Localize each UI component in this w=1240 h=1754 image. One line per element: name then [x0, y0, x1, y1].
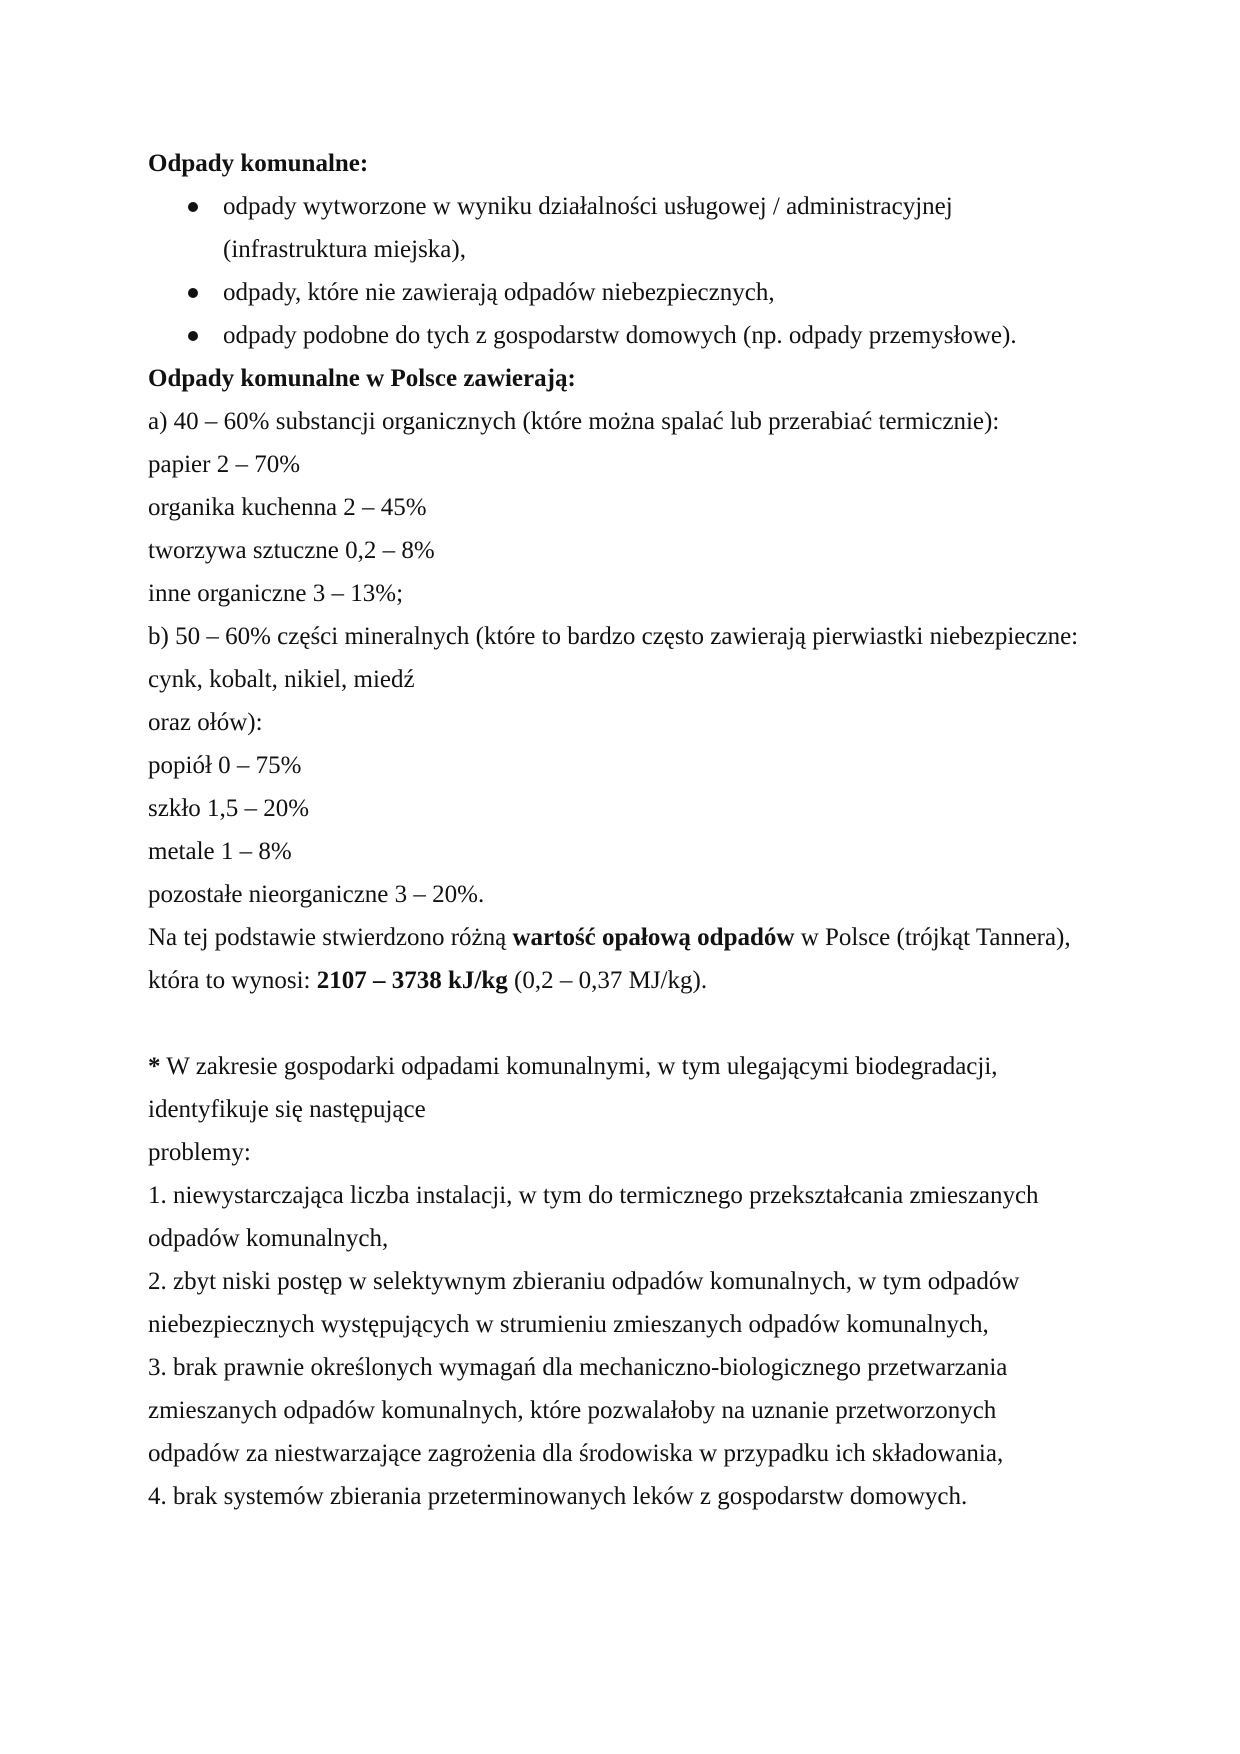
text-line: szkło 1,5 – 20% — [148, 795, 310, 822]
bullet-text: odpady wytworzone w wyniku działalności usługowej / administracyjnej — [223, 193, 953, 220]
spacer — [148, 1002, 1108, 1045]
text-line: cynk, kobalt, nikiel, miedź — [148, 666, 415, 693]
text-line: pozostałe nieorganiczne 3 – 20%. — [148, 881, 485, 908]
text-line: inne organiczne 3 – 13%; — [148, 580, 404, 607]
problems-intro-text: W zakresie gospodarki odpadami komunalnymi, w tym ulegającymi biodegradacji, — [160, 1053, 998, 1080]
problems-intro-line: identyfikuje się następujące — [148, 1096, 426, 1123]
summary-text: (0,2 – 0,37 MJ/kg). — [507, 967, 708, 994]
summary-text: w Polsce (trójkąt Tannera), — [794, 924, 1071, 951]
list-item — [148, 185, 1108, 271]
problem-line: odpadów komunalnych, — [148, 1225, 389, 1252]
problem-line: zmieszanych odpadów komunalnych, które pozwalałoby na uznanie przetworzonych — [148, 1397, 997, 1424]
heading-sklad-odpadow: Odpady komunalne w Polsce zawierają: — [148, 365, 576, 392]
bullet-list — [148, 185, 1108, 357]
summary-text: która to wynosi: — [148, 967, 317, 994]
heading-odpady-komunalne: Odpady komunalne: — [148, 150, 369, 177]
problem-line: 4. brak systemów zbierania przeterminowanych leków z gospodarstw domowych. — [148, 1483, 968, 1510]
text-line: b) 50 – 60% części mineralnych (które to bardzo często zawierają pierwiastki niebezpieczne: — [148, 623, 1079, 650]
problems-intro-line: problemy: — [148, 1139, 251, 1166]
text-line: organika kuchenna 2 – 45% — [148, 494, 427, 521]
summary-bold-term: wartość opałową odpadów — [512, 924, 795, 951]
list-item — [148, 271, 1108, 314]
summary-line-2 — [148, 959, 1108, 1002]
bullet-dot-icon — [188, 288, 198, 298]
text-line: metale 1 – 8% — [148, 838, 292, 865]
list-item — [148, 314, 1108, 357]
summary-line-1 — [148, 916, 1108, 959]
problem-line: 2. zbyt niski postęp w selektywnym zbieraniu odpadów komunalnych, w tym odpadów — [148, 1268, 1020, 1295]
summary-text: Na tej podstawie stwierdzono różną — [148, 924, 513, 951]
bullet-text: (infrastruktura miejska), — [223, 236, 466, 263]
problem-line: 3. brak prawnie określonych wymagań dla mechaniczno-biologicznego przetwarzania — [148, 1354, 1008, 1381]
bullet-text: odpady, które nie zawierają odpadów niebezpiecznych, — [223, 279, 775, 306]
asterisk-marker: * — [148, 1053, 161, 1080]
problem-line: 1. niewystarczająca liczba instalacji, w tym do termicznego przekształcania zmieszanych — [148, 1182, 1039, 1209]
summary-bold-value: 2107 – 3738 kJ/kg — [316, 967, 508, 994]
problem-line: niebezpiecznych występujących w strumieniu zmieszanych odpadów komunalnych, — [148, 1311, 989, 1338]
bullet-dot-icon — [188, 331, 198, 341]
problems-intro-line — [148, 1045, 1108, 1088]
text-line: tworzywa sztuczne 0,2 – 8% — [148, 537, 435, 564]
text-line: oraz ołów): — [148, 709, 263, 736]
bullet-dot-icon — [188, 202, 198, 212]
text-line: popiół 0 – 75% — [148, 752, 302, 779]
text-line: a) 40 – 60% substancji organicznych (które można spalać lub przerabiać termicznie): — [148, 408, 1000, 435]
text-line: papier 2 – 70% — [148, 451, 301, 478]
problem-line: odpadów za niestwarzające zagrożenia dla środowiska w przypadku ich składowania, — [148, 1440, 1004, 1467]
document-page — [148, 142, 1108, 1518]
bullet-text: odpady podobne do tych z gospodarstw domowych (np. odpady przemysłowe). — [223, 322, 1017, 349]
